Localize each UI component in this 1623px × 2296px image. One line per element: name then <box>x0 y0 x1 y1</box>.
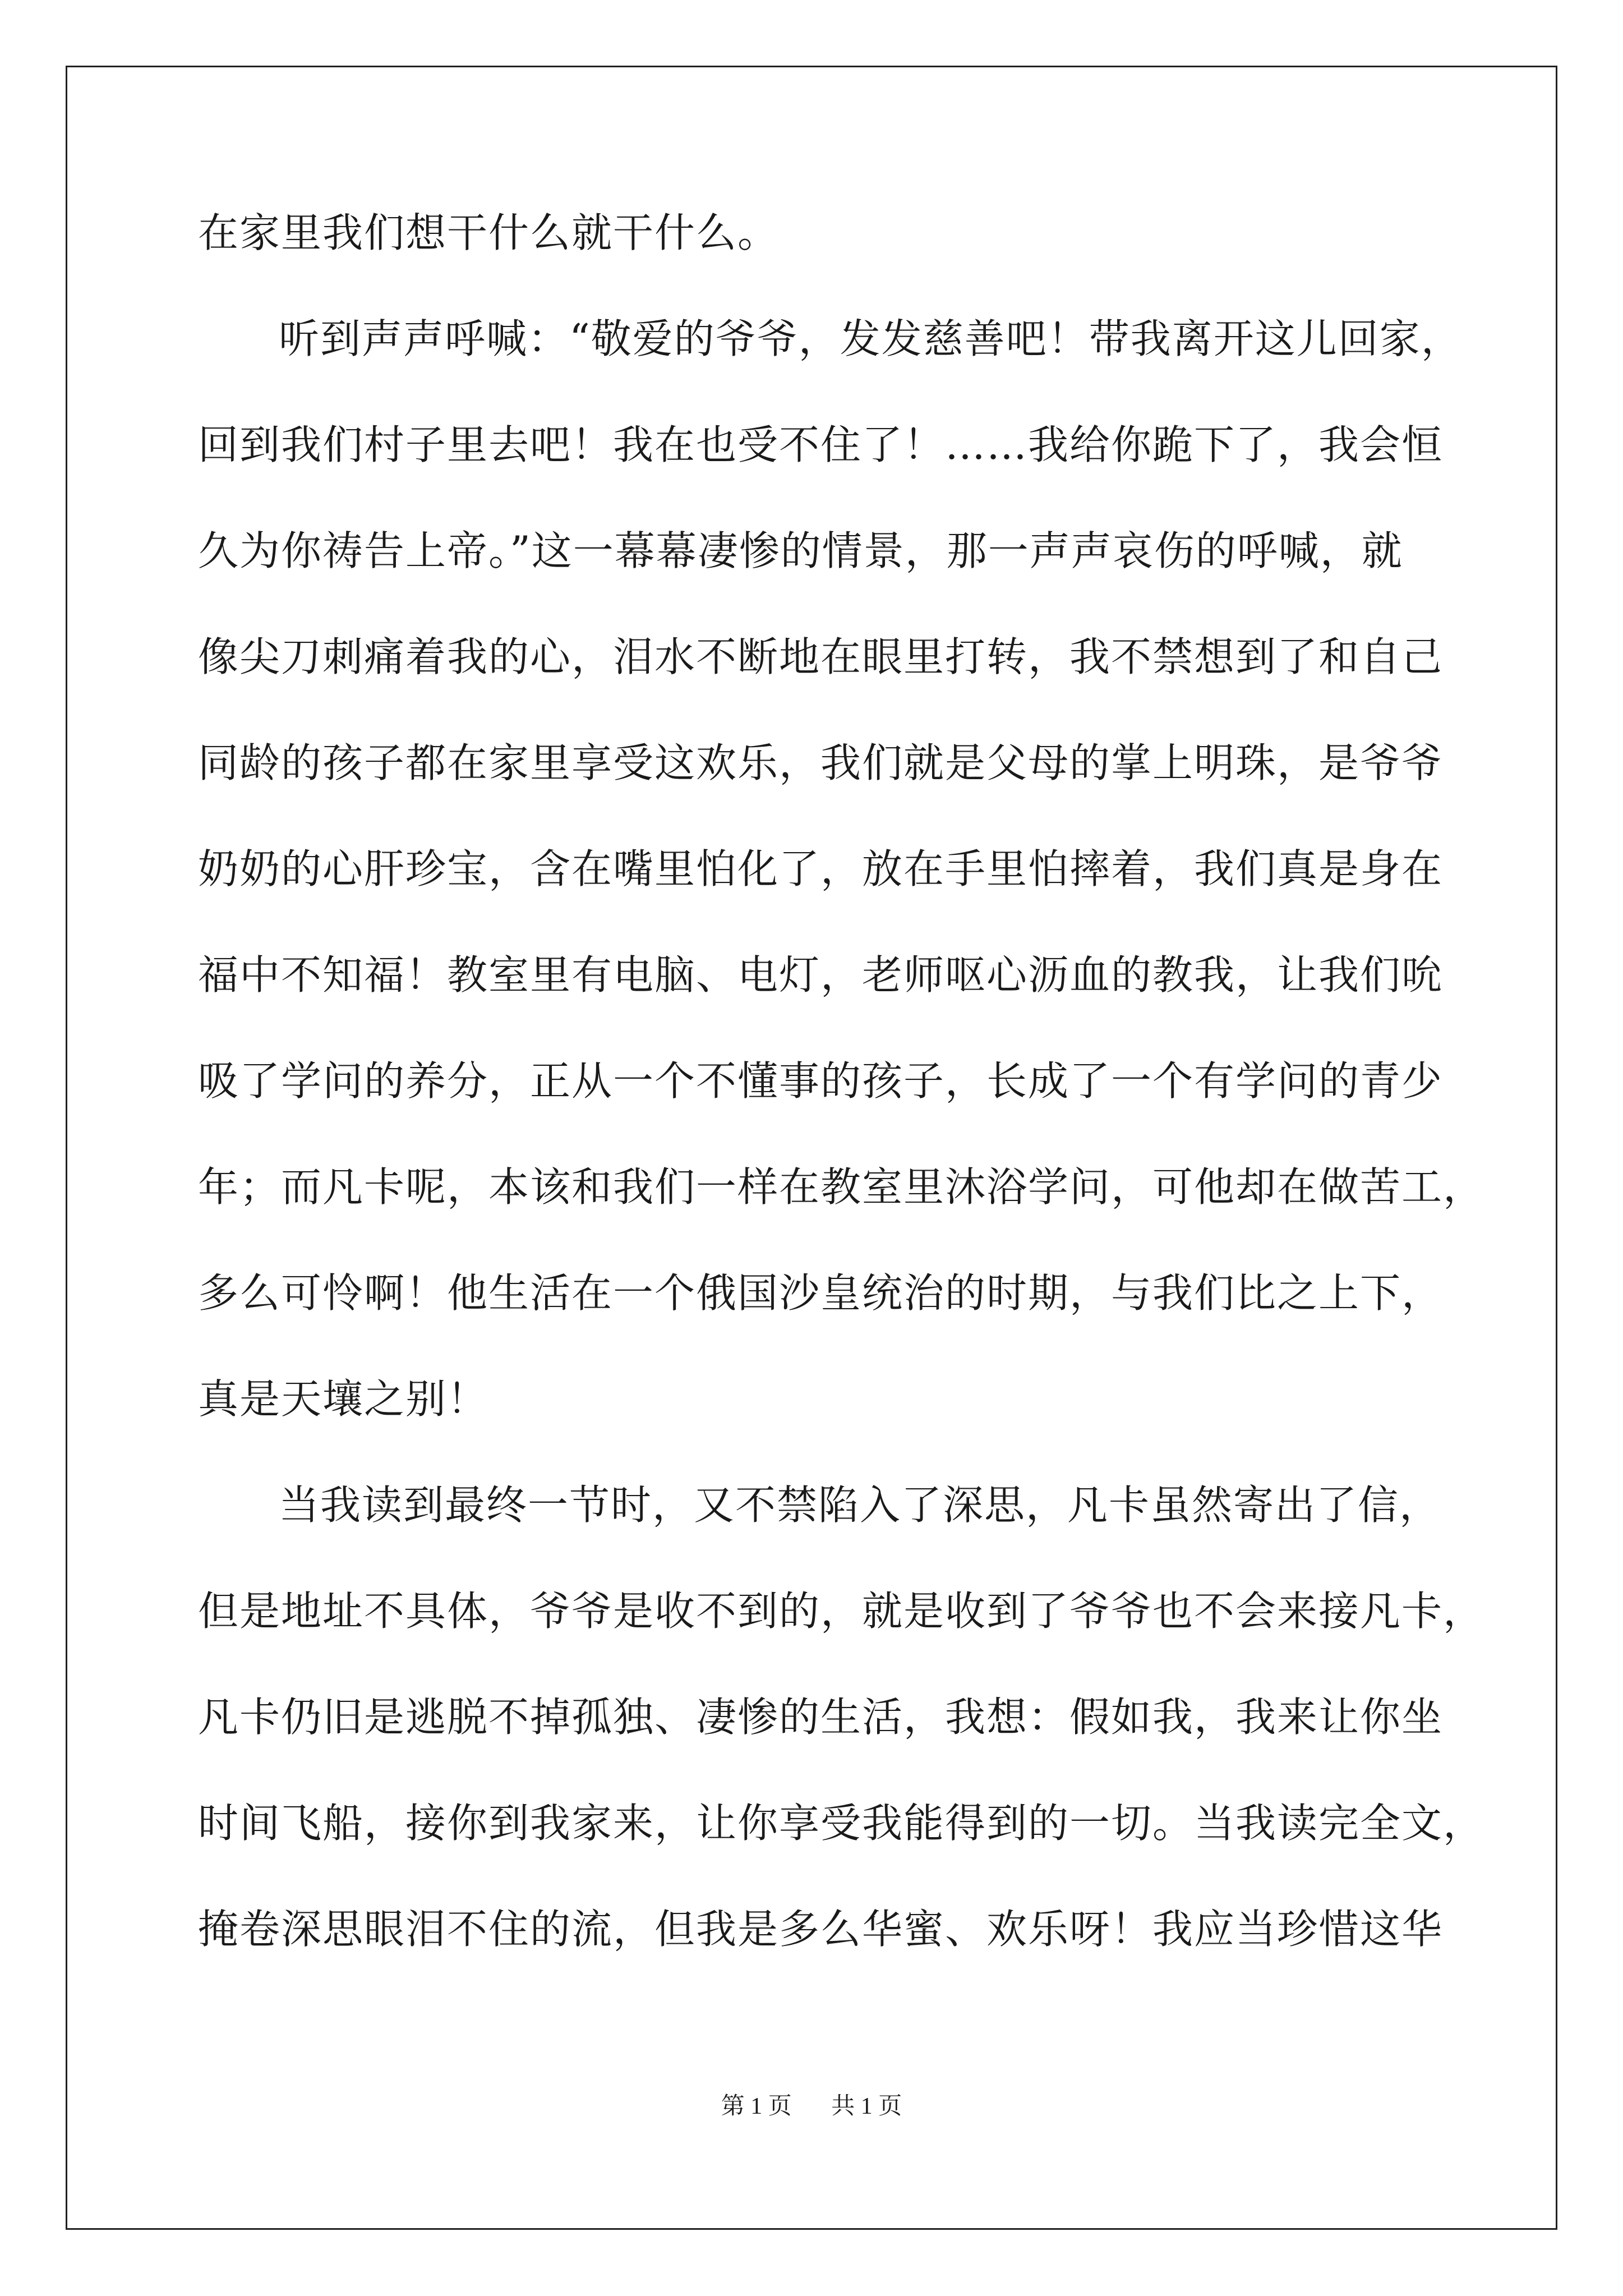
text-line: 当我读到最终一节时，又不禁陷入了深思，凡卡虽然寄出了信， <box>279 1481 1441 1529</box>
text-line: 回到我们村子里去吧！我在也受不住了！……我给你跪下了，我会恒 <box>198 421 1444 468</box>
text-line: 久为你祷告上帝。”这一幕幕凄惨的情景，那一声声哀伤的呼喊，就 <box>198 527 1403 574</box>
text-line: 像尖刀刺痛着我的心，泪水不断地在眼里打转，我不禁想到了和自己 <box>198 633 1444 680</box>
text-line: 吸了学问的养分，正从一个不懂事的孩子，长成了一个有学问的青少 <box>198 1057 1444 1105</box>
document-body <box>198 209 1485 2011</box>
page-number: 第 1 页 <box>721 2093 792 2119</box>
text-line: 年；而凡卡呢，本该和我们一样在教室里沐浴学问，可他却在做苦工， <box>198 1163 1485 1211</box>
text-line: 多么可怜啊！他生活在一个俄国沙皇统治的时期，与我们比之上下， <box>198 1269 1444 1317</box>
text-line: 听到声声呼喊：“敬爱的爷爷，发发慈善吧！带我离开这儿回家， <box>279 315 1463 362</box>
text-line: 同龄的孩子都在家里享受这欢乐，我们就是父母的掌上明珠，是爷爷 <box>198 739 1444 786</box>
text-line: 但是地址不具体，爷爷是收不到的，就是收到了爷爷也不会来接凡卡， <box>198 1588 1485 1635</box>
text-line: 掩卷深思眼泪不住的流，但我是多么华蜜、欢乐呀！我应当珍惜这华 <box>198 1906 1444 1953</box>
page-total: 共 1 页 <box>831 2093 902 2119</box>
text-line: 时间飞船，接你到我家来，让你享受我能得到的一切。当我读完全文， <box>198 1800 1485 1847</box>
page-footer <box>0 2092 1623 2120</box>
text-line: 凡卡仍旧是逃脱不掉孤独、凄惨的生活，我想：假如我，我来让你坐 <box>198 1694 1444 1741</box>
text-line: 在家里我们想干什么就干什么。 <box>198 209 780 256</box>
text-line: 奶奶的心肝珍宝，含在嘴里怕化了，放在手里怕摔着，我们真是身在 <box>198 845 1444 892</box>
text-line: 福中不知福！教室里有电脑、电灯，老师呕心沥血的教我，让我们吮 <box>198 951 1444 999</box>
text-line: 真是天壤之别！ <box>198 1375 489 1423</box>
